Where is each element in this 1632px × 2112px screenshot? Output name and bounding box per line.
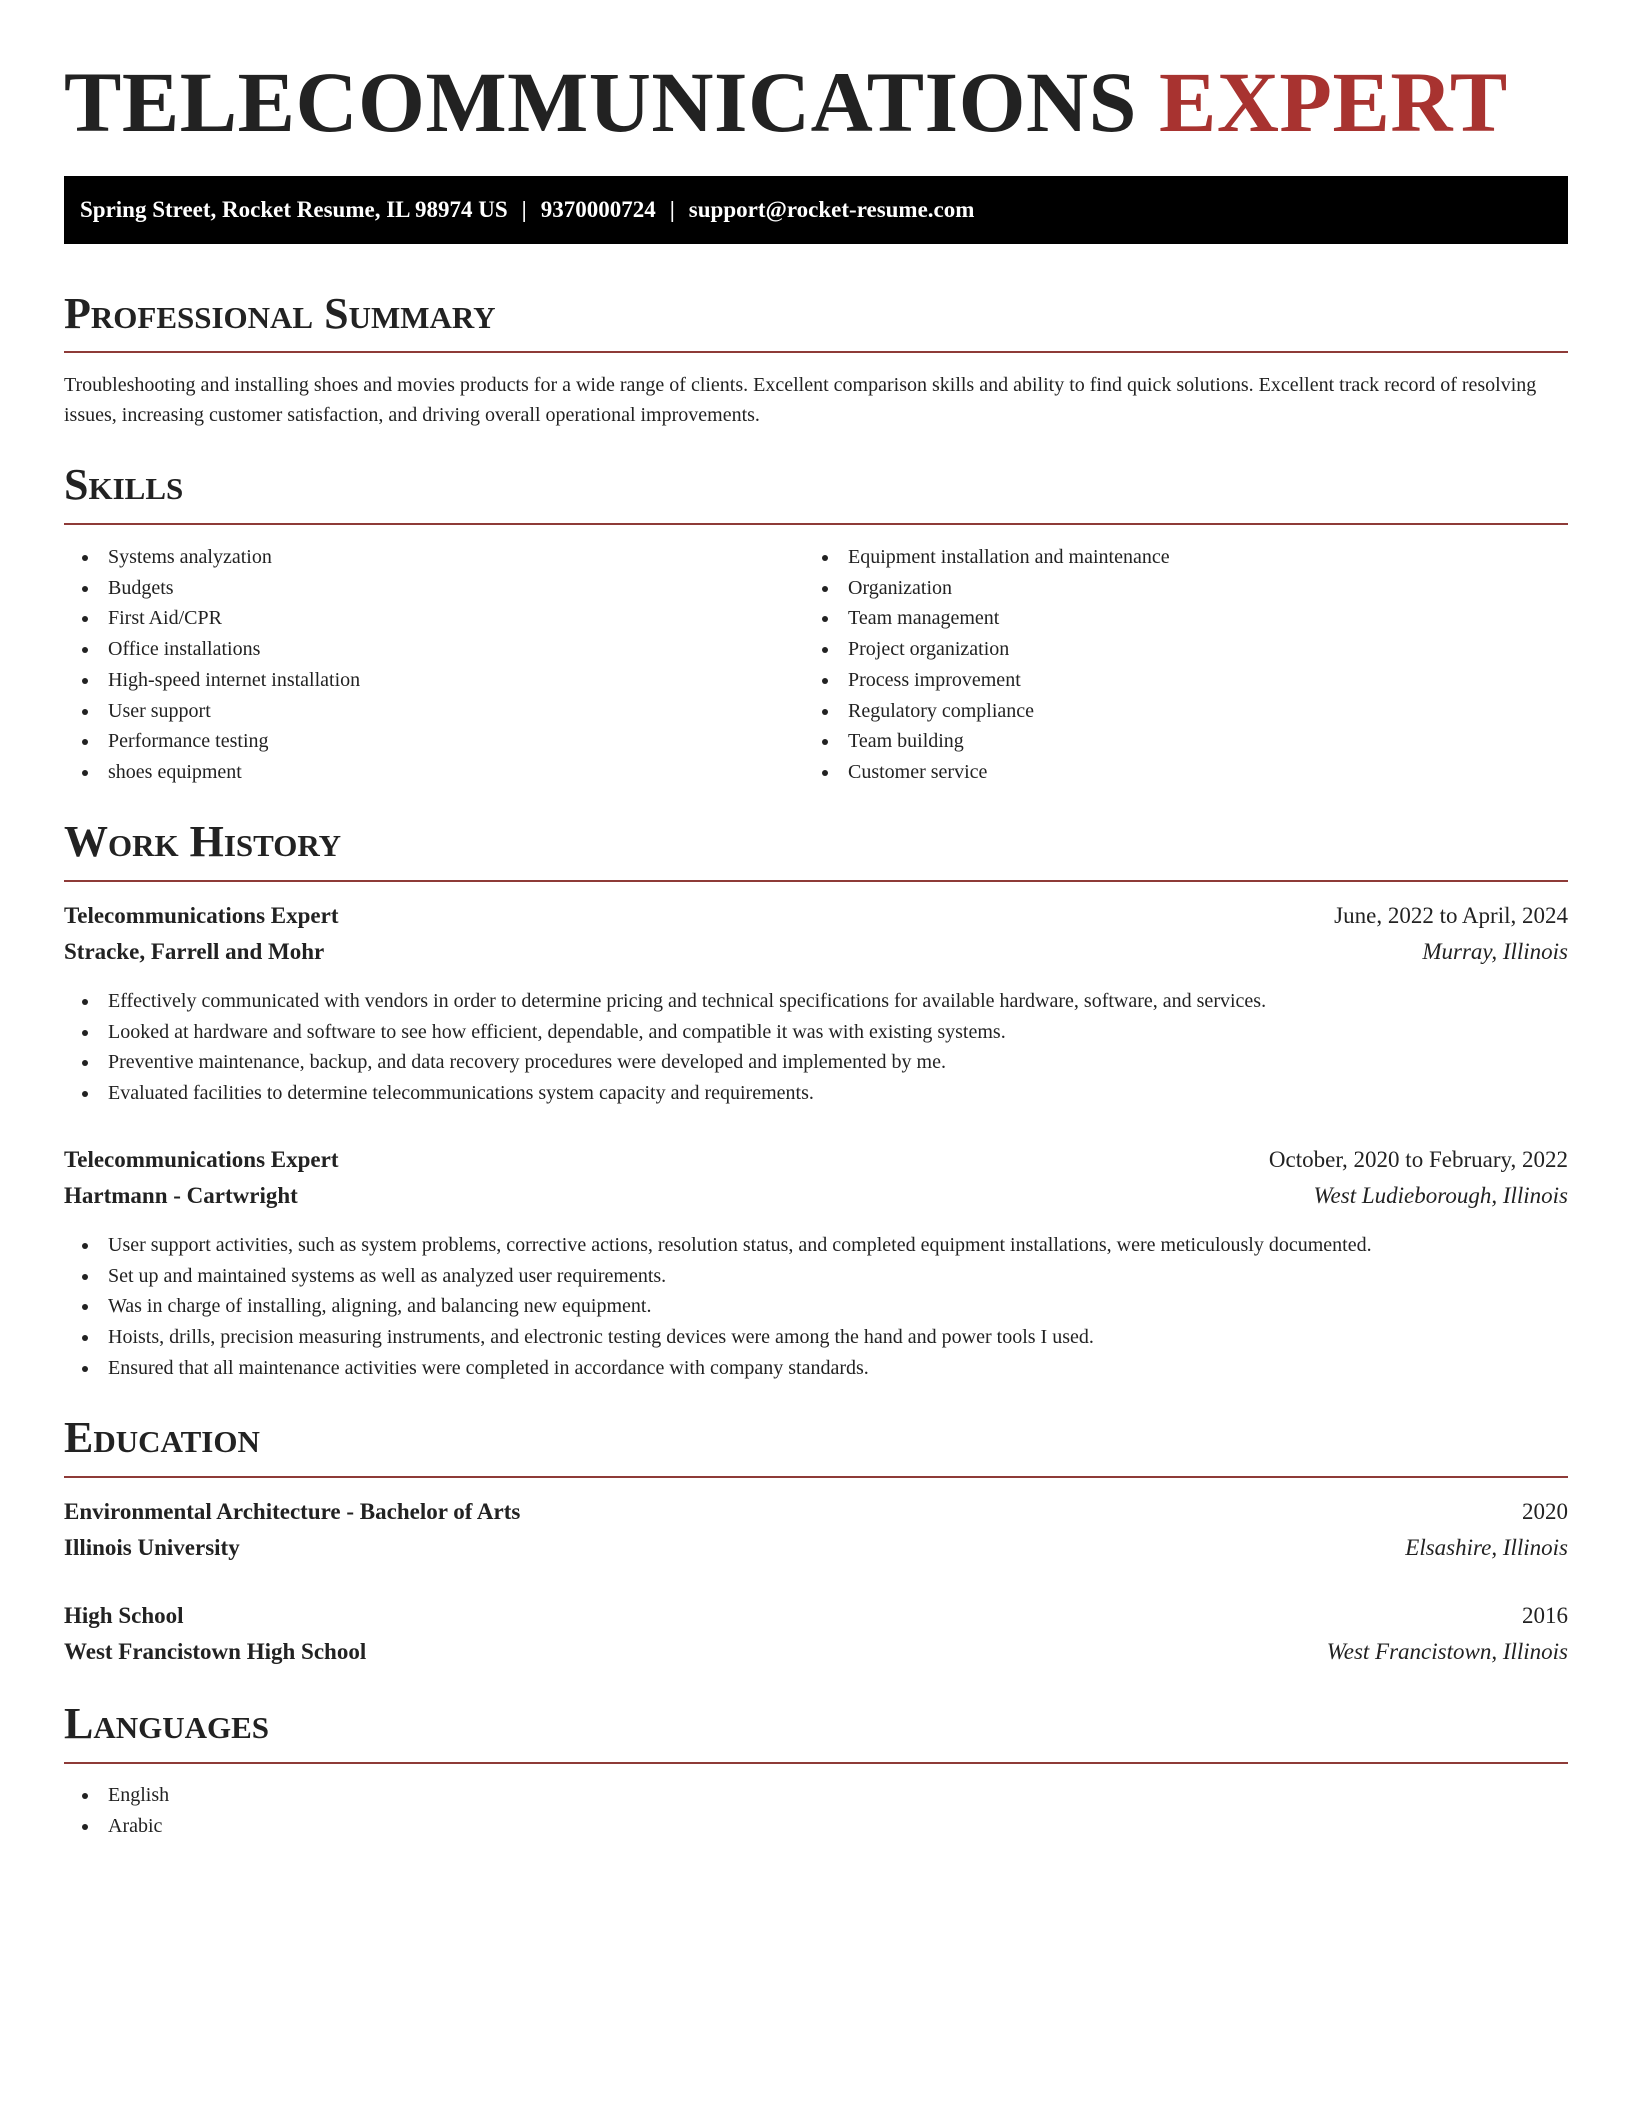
education-degree: Environmental Architecture - Bachelor of Arts <box>64 1499 521 1524</box>
education-header <box>64 1494 1568 1530</box>
job-subheader <box>64 934 1568 970</box>
section-divider <box>64 523 1568 525</box>
language-item: Arabic <box>64 1811 169 1842</box>
skill-item: First Aid/CPR <box>64 603 360 634</box>
education-subheader <box>64 1530 1568 1566</box>
section-divider <box>64 1762 1568 1764</box>
job-bullet: Was in charge of installing, aligning, and balancing new equipment. <box>64 1291 1372 1322</box>
title-main: TELECOMMUNICATIONS <box>64 54 1137 150</box>
skill-item: Customer service <box>804 757 1170 788</box>
section-title-education: Education <box>64 1413 260 1462</box>
job-header <box>64 1142 1568 1178</box>
job-header <box>64 898 1568 934</box>
skill-item: Budgets <box>64 573 360 604</box>
skill-item: Equipment installation and maintenance <box>804 542 1170 573</box>
education-school: West Francistown High School <box>64 1639 367 1664</box>
section-title-languages: Languages <box>64 1699 270 1748</box>
languages-list <box>64 1780 169 1841</box>
job-location: West Ludieborough, Illinois <box>1313 1183 1568 1208</box>
contact-bar <box>64 176 1568 244</box>
skill-item: Organization <box>804 573 1170 604</box>
education-location: West Francistown, Illinois <box>1326 1639 1568 1664</box>
job-location: Murray, Illinois <box>1422 939 1568 964</box>
job-bullets <box>64 986 1266 1109</box>
job-subheader <box>64 1178 1568 1214</box>
job-bullet: Set up and maintained systems as well as analyzed user requirements. <box>64 1261 1372 1292</box>
education-degree: High School <box>64 1603 184 1628</box>
skill-item: Project organization <box>804 634 1170 665</box>
contact-address: Spring Street, Rocket Resume, IL 98974 US <box>80 197 508 222</box>
resume-title <box>64 52 1508 152</box>
education-location: Elsashire, Illinois <box>1405 1535 1568 1560</box>
skill-item: Team building <box>804 726 1170 757</box>
contact-separator: | <box>521 197 527 222</box>
job-bullet: Preventive maintenance, backup, and data recovery procedures were developed and implemented by me. <box>64 1047 1266 1078</box>
skill-item: Systems analyzation <box>64 542 360 573</box>
contact-separator: | <box>669 197 675 222</box>
skill-item: Regulatory compliance <box>804 696 1170 727</box>
summary-text: Troubleshooting and installing shoes and movies products for a wide range of clients. Excellent comparison skills and ability to find quick solutions. Excellent track record of resolving issues, increasing customer satisfaction, and driving overall operational improvements. <box>64 374 1537 426</box>
job-bullet: Evaluated facilities to determine telecommunications system capacity and requirements. <box>64 1078 1266 1109</box>
job-bullet: Looked at hardware and software to see how efficient, dependable, and compatible it was with existing systems. <box>64 1017 1266 1048</box>
job-bullet: Ensured that all maintenance activities were completed in accordance with company standards. <box>64 1353 1372 1384</box>
section-title-skills: Skills <box>64 460 184 509</box>
section-title-summary: Professional Summary <box>64 289 496 338</box>
job-title: Telecommunications Expert <box>64 1147 339 1172</box>
skill-item: User support <box>64 696 360 727</box>
education-year: 2016 <box>1522 1603 1568 1628</box>
job-bullets <box>64 1230 1372 1384</box>
education-header <box>64 1598 1568 1634</box>
section-title-work: Work History <box>64 817 342 866</box>
job-title: Telecommunications Expert <box>64 903 339 928</box>
section-divider <box>64 1476 1568 1478</box>
job-bullet: Hoists, drills, precision measuring instruments, and electronic testing devices were among the hand and power tools I used. <box>64 1322 1372 1353</box>
job-company: Hartmann - Cartwright <box>64 1183 298 1208</box>
skill-item: Office installations <box>64 634 360 665</box>
language-item: English <box>64 1780 169 1811</box>
job-bullet: Effectively communicated with vendors in order to determine pricing and technical specifications for available hardware, software, and services. <box>64 986 1266 1017</box>
skill-item: High-speed internet installation <box>64 665 360 696</box>
job-bullet: User support activities, such as system problems, corrective actions, resolution status, and completed equipment installations, were meticulously documented. <box>64 1230 1372 1261</box>
contact-phone: 9370000724 <box>540 197 656 222</box>
section-divider <box>64 351 1568 353</box>
education-year: 2020 <box>1522 1499 1568 1524</box>
skill-item: Team management <box>804 603 1170 634</box>
contact-email: support@rocket-resume.com <box>688 197 975 222</box>
skills-list-right <box>804 542 1170 788</box>
skill-item: Process improvement <box>804 665 1170 696</box>
section-divider <box>64 880 1568 882</box>
title-accent: EXPERT <box>1158 54 1508 150</box>
education-school: Illinois University <box>64 1535 240 1560</box>
skill-item: Performance testing <box>64 726 360 757</box>
education-subheader <box>64 1634 1568 1670</box>
job-dates: June, 2022 to April, 2024 <box>1334 903 1568 928</box>
skills-list-left <box>64 542 360 788</box>
skill-item: shoes equipment <box>64 757 360 788</box>
job-company: Stracke, Farrell and Mohr <box>64 939 325 964</box>
job-dates: October, 2020 to February, 2022 <box>1268 1147 1568 1172</box>
